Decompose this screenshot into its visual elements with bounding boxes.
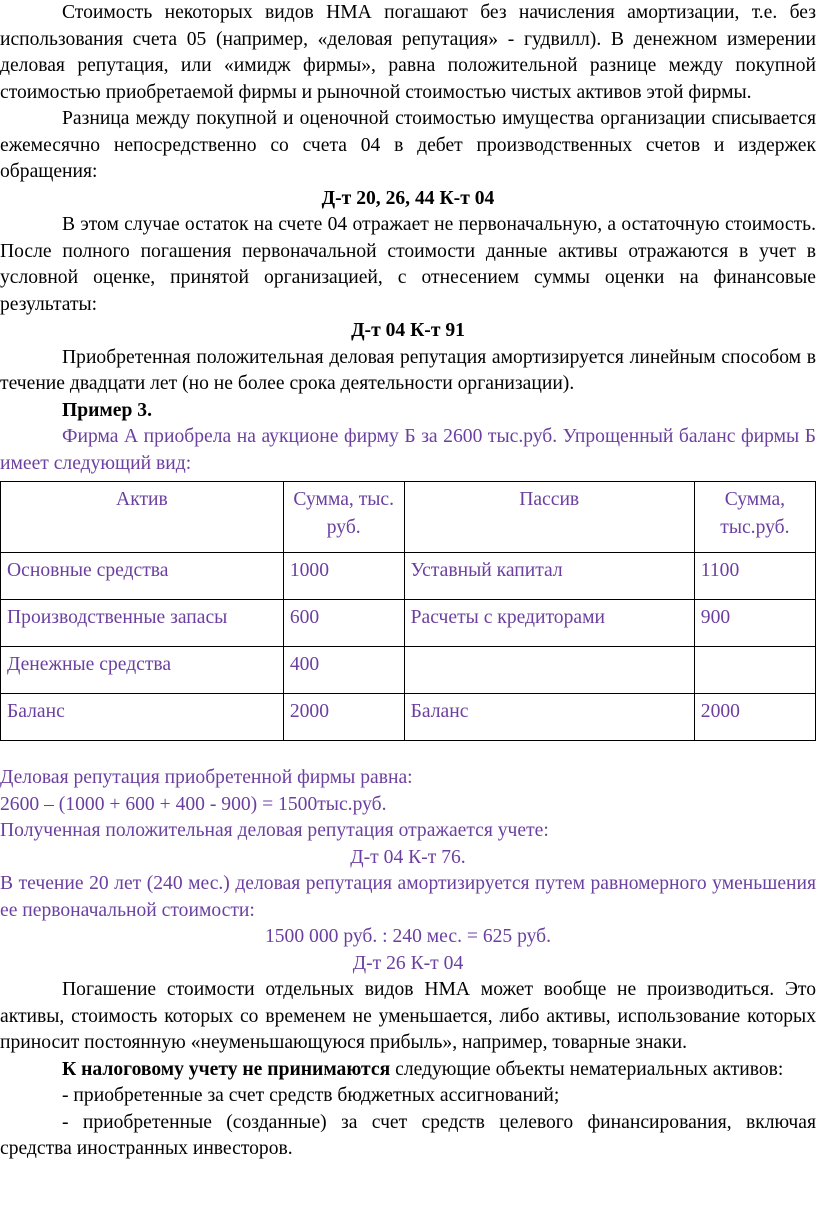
example-intro: Фирма А приобрела на аукционе фирму Б за 2600 тыс.руб. Упрощенный баланс фирмы Б имеет следующий вид: <box>0 426 816 474</box>
table-cell: 1000 <box>283 553 404 600</box>
table-cell: Денежные средства <box>1 647 284 694</box>
table-cell: 900 <box>694 600 815 647</box>
paragraph-residual: В этом случае остаток на счете 04 отражает не первоначальную, а остаточную стоимость. После полного погашения первоначальной стоимости данные активы отражаются в учет в условной оценке, принятой организацией, с отнесением суммы оценки на финансовые результаты: <box>0 214 816 315</box>
calc-line-goodwill: Деловая репутация приобретенной фирмы равна: <box>0 767 413 788</box>
tax-rest: следующие объекты нематериальных активов: <box>390 1058 784 1080</box>
table-cell <box>694 647 815 694</box>
list-item: - приобретенные за счет средств бюджетных ассигнований; <box>62 1085 560 1106</box>
tax-bold-phrase: К налоговому учету не принимаются <box>62 1058 391 1080</box>
header-sum-1: Сумма, тыс. руб. <box>283 482 404 553</box>
table-row <box>1 553 816 600</box>
calc-line-recorded: Полученная положительная деловая репутация отражается учете: <box>0 820 549 841</box>
header-liabilities: Пассив <box>404 482 694 553</box>
table-cell: 600 <box>283 600 404 647</box>
table-cell: Производственные запасы <box>1 600 284 647</box>
table-row <box>1 647 816 694</box>
table-row-total <box>1 694 816 741</box>
table-row <box>1 600 816 647</box>
balance-table <box>0 481 816 741</box>
table-cell: Уставный капитал <box>404 553 694 600</box>
calc-entry-2: Д-т 26 К-т 04 <box>352 952 464 974</box>
table-cell: 1100 <box>694 553 815 600</box>
table-cell <box>404 647 694 694</box>
paragraph-no-amortization: Погашение стоимости отдельных видов НМА может вообще не производиться. Это активы, стоимость которых со временем не уменьшается, либо активы, использование которых приносит постоянную «неуменьшающуюся прибыль», например, товарные знаки. <box>0 979 816 1053</box>
paragraph-goodwill: Стоимость некоторых видов НМА погашают без начисления амортизации, т.е. без использования счета 05 (например, «деловая репутация» - гудвилл). В денежном измерении деловая репутация, или «имидж фирмы», равна положительной разнице между покупной стоимостью приобретаемой фирмы и рыночной стоимостью чистых активов этой фирмы. <box>0 2 816 103</box>
table-cell: 2000 <box>694 694 815 741</box>
example-title: Пример 3. <box>62 399 152 421</box>
table-cell: Расчеты с кредиторами <box>404 600 694 647</box>
table-cell: 2000 <box>283 694 404 741</box>
table-header-row <box>1 482 816 553</box>
calc-line-monthly: 1500 000 руб. : 240 мес. = 625 руб. <box>264 926 552 947</box>
paragraph-amortization: Приобретенная положительная деловая репутация амортизируется линейным способом в течение двадцати лет (но не более срока деятельности организации). <box>0 346 816 394</box>
calc-line-period: В течение 20 лет (240 мес.) деловая репутация амортизируется путем равномерного уменьшения ее первоначальной стоимости: <box>0 873 816 921</box>
paragraph-difference: Разница между покупной и оценочной стоимостью имущества организации списывается ежемесячно непосредственно со счета 04 в дебет производственных счетов и издержек обращения: <box>0 108 816 182</box>
table-cell: 400 <box>283 647 404 694</box>
calc-line-formula: 2600 – (1000 + 600 + 400 - 900) = 1500тыс.руб. <box>0 793 387 815</box>
header-assets: Актив <box>1 482 284 553</box>
table-cell: Баланс <box>404 694 694 741</box>
list-item: - приобретенные (созданные) за счет средств целевого финансирования, включая средства иностранных инвесторов. <box>0 1111 816 1159</box>
table-cell: Основные средства <box>1 553 284 600</box>
paragraph-tax <box>0 1057 816 1084</box>
entry-debit-credit-2: Д-т 04 К-т 91 <box>351 320 465 341</box>
table-cell: Баланс <box>1 694 284 741</box>
calc-entry-1: Д-т 04 К-т 76. <box>350 846 466 868</box>
entry-debit-credit-1: Д-т 20, 26, 44 К-т 04 <box>321 187 495 209</box>
header-sum-2: Сумма, тыс.руб. <box>694 482 815 553</box>
